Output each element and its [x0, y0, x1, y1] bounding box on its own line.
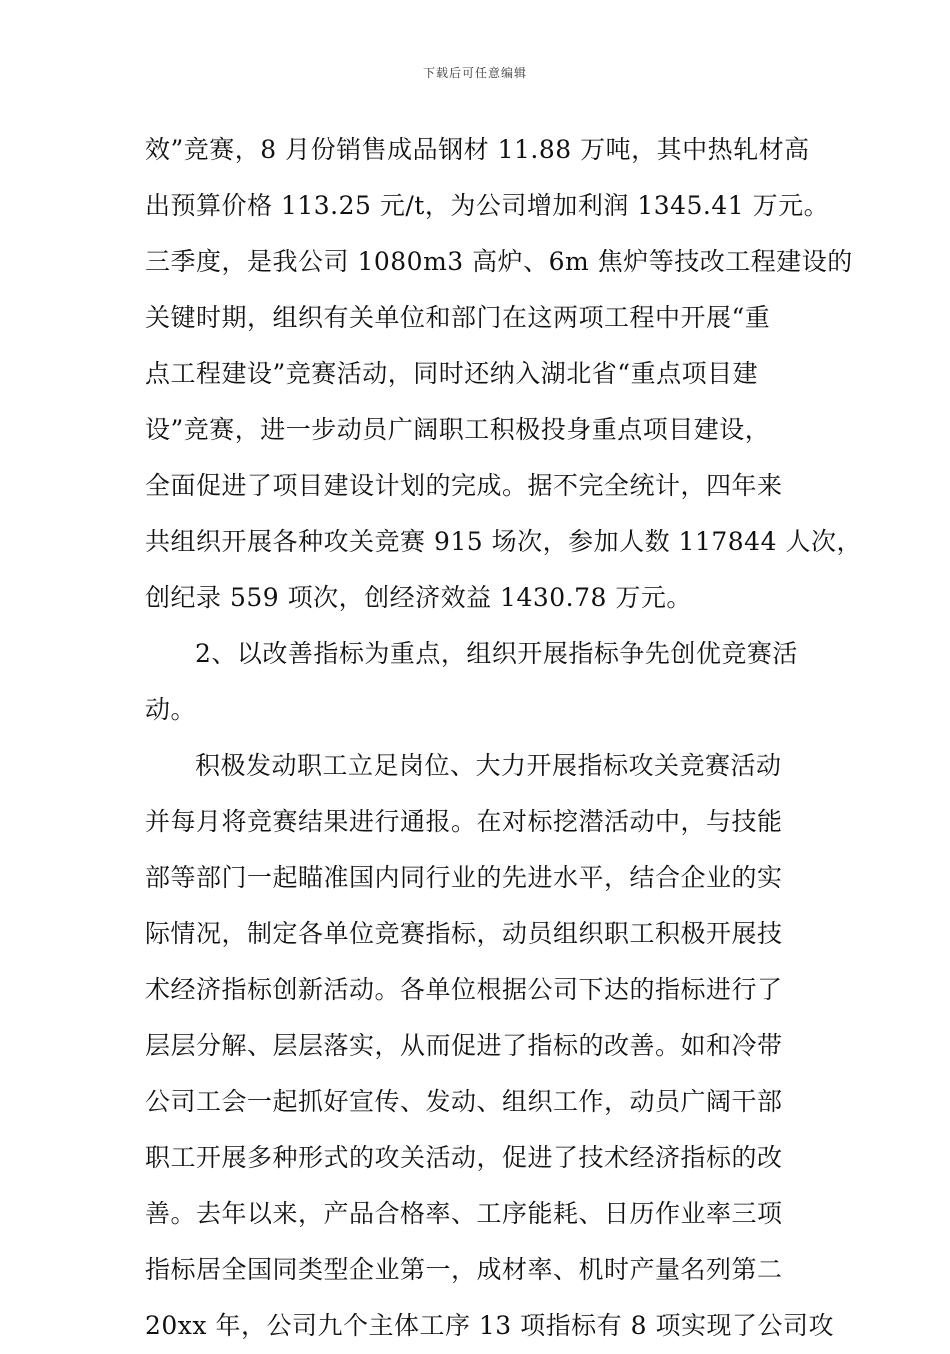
text-line: 动。: [145, 695, 197, 724]
text-line: 三季度，是我公司 1080m3 高炉、6m 焦炉等技改工程建设的: [145, 247, 853, 276]
text-line: 关键时期，组织有关单位和部门在这两项工程中开展“重: [145, 303, 771, 332]
text-line: 并每月将竞赛结果进行通报。在对标挖潜活动中，与技能: [145, 807, 783, 836]
text-line: 全面促进了项目建设计划的完成。据不完全统计，四年来: [145, 471, 783, 500]
section-heading-line: 2、以改善指标为重点，组织开展指标争先创优竞赛活: [195, 639, 798, 668]
text-line: 共组织开展各种攻关竞赛 915 场次，参加人数 117844 人次，: [145, 527, 862, 556]
page-header-note: 下载后可任意编辑: [422, 66, 527, 80]
text-line: 指标居全国同类型企业第一，成材率、机时产量名列第二: [145, 1255, 783, 1284]
paragraph-start-line: 积极发动职工立足岗位、大力开展指标攻关竞赛活动: [195, 751, 782, 780]
document-body: [145, 122, 862, 1354]
text-line: 层层分解、层层落实，从而促进了指标的改善。如和冷带: [145, 1031, 783, 1060]
text-line: 善。去年以来，产品合格率、工序能耗、日历作业率三项: [145, 1199, 783, 1228]
text-line: 点工程建设”竞赛活动，同时还纳入湖北省“重点项目建: [145, 359, 759, 388]
text-line: 部等部门一起瞄准国内同行业的先进水平，结合企业的实: [145, 863, 783, 892]
text-line: 公司工会一起抓好宣传、发动、组织工作，动员广阔干部: [145, 1087, 783, 1116]
text-line: 20xx 年，公司九个主体工序 13 项指标有 8 项实现了公司攻: [145, 1311, 834, 1340]
text-line: 职工开展多种形式的攻关活动，促进了技术经济指标的改: [145, 1143, 783, 1172]
text-line: 术经济指标创新活动。各单位根据公司下达的指标进行了: [145, 975, 783, 1004]
text-line: 际情况，制定各单位竞赛指标，动员组织职工积极开展技: [145, 919, 783, 948]
text-line: 出预算价格 113.25 元/t，为公司增加利润 1345.41 万元。: [145, 191, 830, 220]
text-line: 创纪录 559 项次，创经济效益 1430.78 万元。: [145, 583, 692, 612]
text-line: 效”竞赛，8 月份销售成品钢材 11.88 万吨，其中热轧材高: [145, 135, 810, 164]
text-line: 设”竞赛，进一步动员广阔职工积极投身重点项目建设，: [145, 415, 771, 444]
